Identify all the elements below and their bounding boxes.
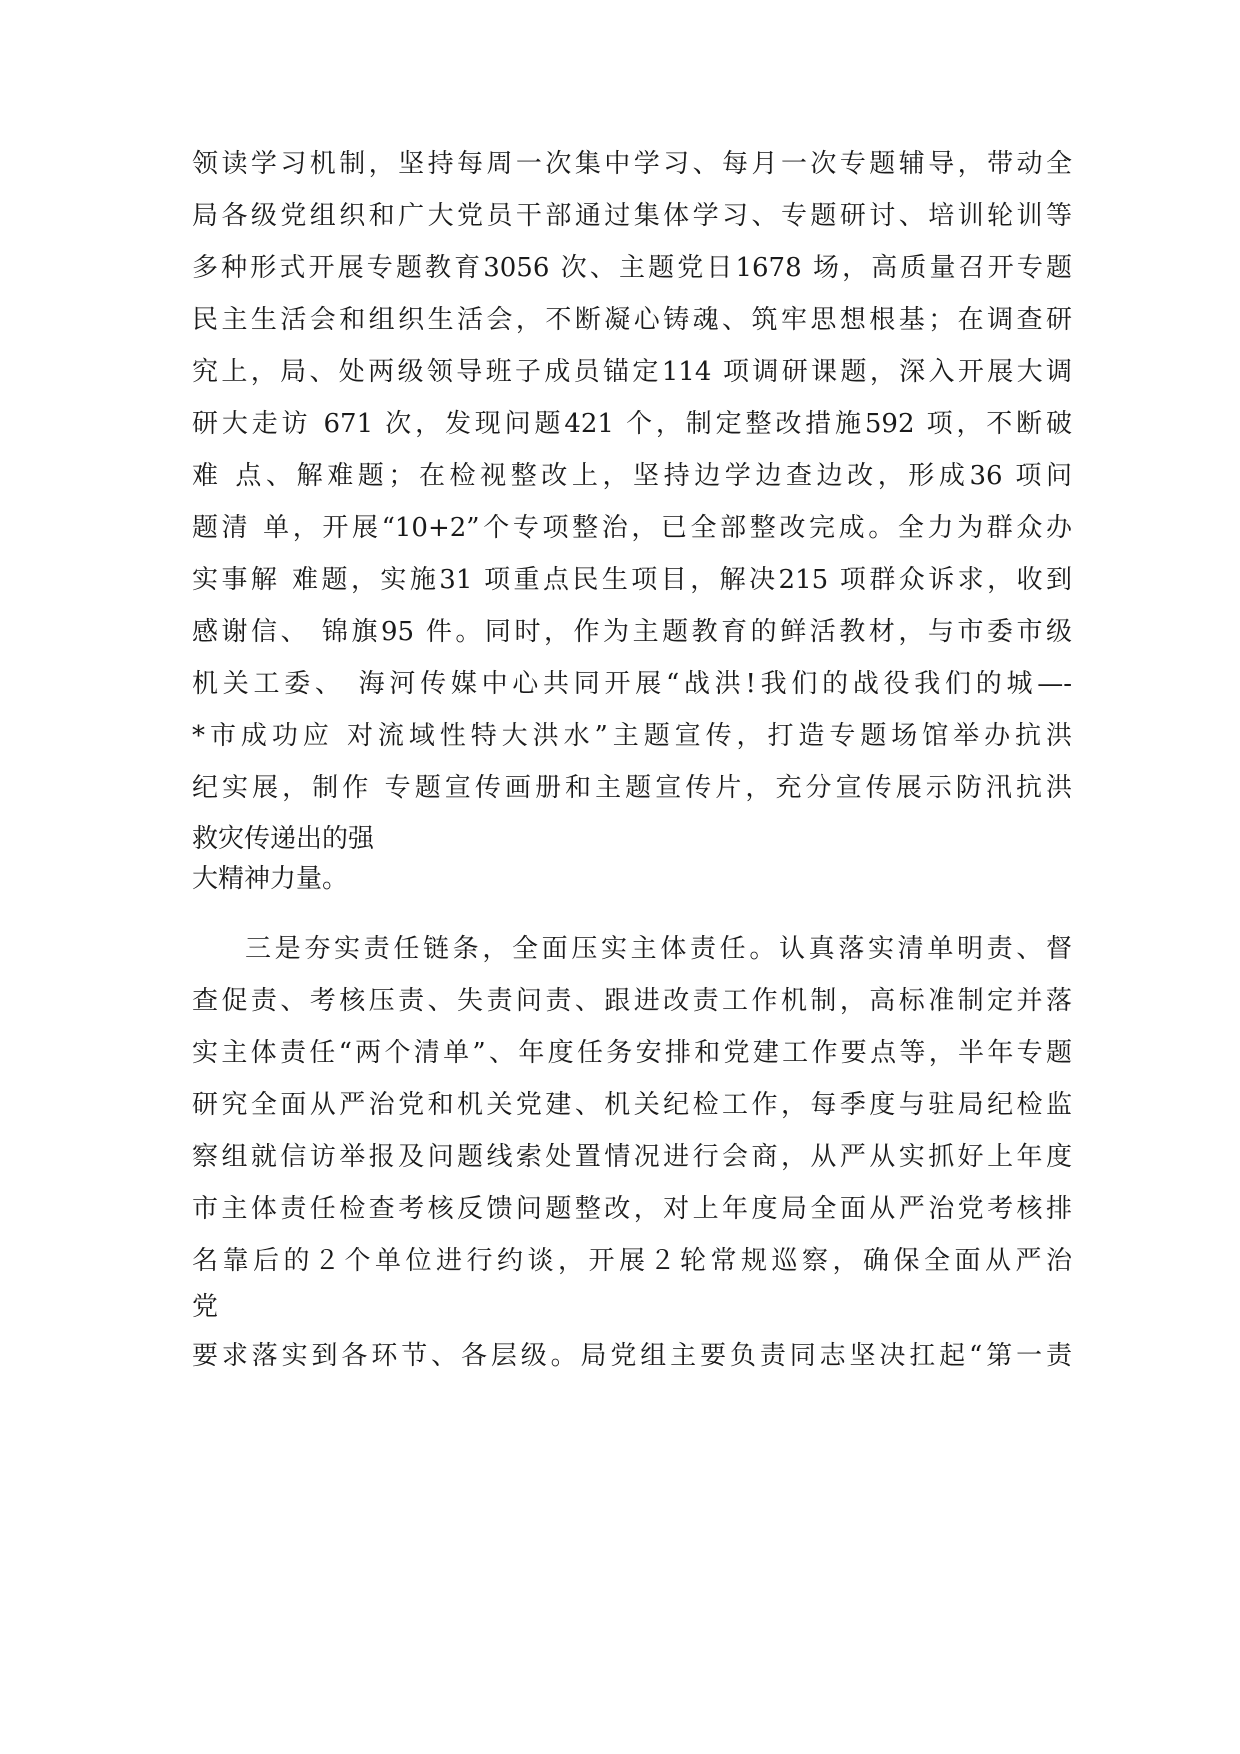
- text-line: 实主体责任“两个清单”、年度任务安排和党建工作要点等，半年专题: [192, 1038, 1072, 1068]
- text-line: 题清 单，开展“10+2”个专项整治，已全部整改完成。全力为群众办: [192, 513, 1072, 543]
- text-line: 救灾传递出的强: [192, 824, 375, 854]
- text-line: 市主体责任检查考核反馈问题整改，对上年度局全面从严治党考核排: [192, 1194, 1072, 1224]
- text-line: 纪实展，制作 专题宣传画册和主题宣传片，充分宣传展示防汛抗洪: [192, 773, 1072, 803]
- text-line: 领读学习机制，坚持每周一次集中学习、每月一次专题辅导，带动全: [192, 149, 1072, 179]
- text-line: 研大走访 671 次，发现问题421 个，制定整改措施592 项，不断破: [192, 409, 1072, 439]
- text-line: 感谢信、 锦旗95 件。同时，作为主题教育的鲜活教材，与市委市级: [192, 617, 1072, 647]
- text-line: 研究全面从严治党和机关党建、机关纪检工作，每季度与驻局纪检监: [192, 1090, 1072, 1120]
- text-line: 大精神力量。: [192, 864, 349, 894]
- text-line: 究上，局、处两级领导班子成员锚定114 项调研课题，深入开展大调: [192, 357, 1072, 387]
- text-line: 察组就信访举报及问题线索处置情况进行会商，从严从实抓好上年度: [192, 1142, 1072, 1172]
- text-line: 名靠后的２个单位进行约谈，开展２轮常规巡察，确保全面从严治: [192, 1246, 1072, 1276]
- text-line: 查促责、考核压责、失责问责、跟进改责工作机制，高标准制定并落: [192, 986, 1072, 1016]
- text-line: 实事解 难题，实施31 项重点民生项目，解决215 项群众诉求，收到: [192, 565, 1072, 595]
- text-line: 民主生活会和组织生活会，不断凝心铸魂、筑牢思想根基；在调查研: [192, 305, 1072, 335]
- text-line: 局各级党组织和广大党员干部通过集体学习、专题研讨、培训轮训等: [192, 201, 1072, 231]
- text-line: 要求落实到各环节、各层级。局党组主要负责同志坚决扛起“第一责: [192, 1341, 1072, 1371]
- text-line: *市成功应 对流域性特大洪水”主题宣传，打造专题场馆举办抗洪: [192, 721, 1072, 751]
- text-line: 难 点、解难题；在检视整改上，坚持边学边查边改，形成36 项问: [192, 461, 1072, 491]
- text-line: 三是夯实责任链条，全面压实主体责任。认真落实清单明责、督: [245, 934, 1072, 964]
- text-line: 机关工委、 海河传媒中心共同开展“战洪!我们的战役我们的城—-: [192, 669, 1072, 699]
- text-line: 多种形式开展专题教育3056 次、主题党日1678 场，高质量召开专题: [192, 253, 1072, 283]
- text-line: 党: [192, 1292, 219, 1322]
